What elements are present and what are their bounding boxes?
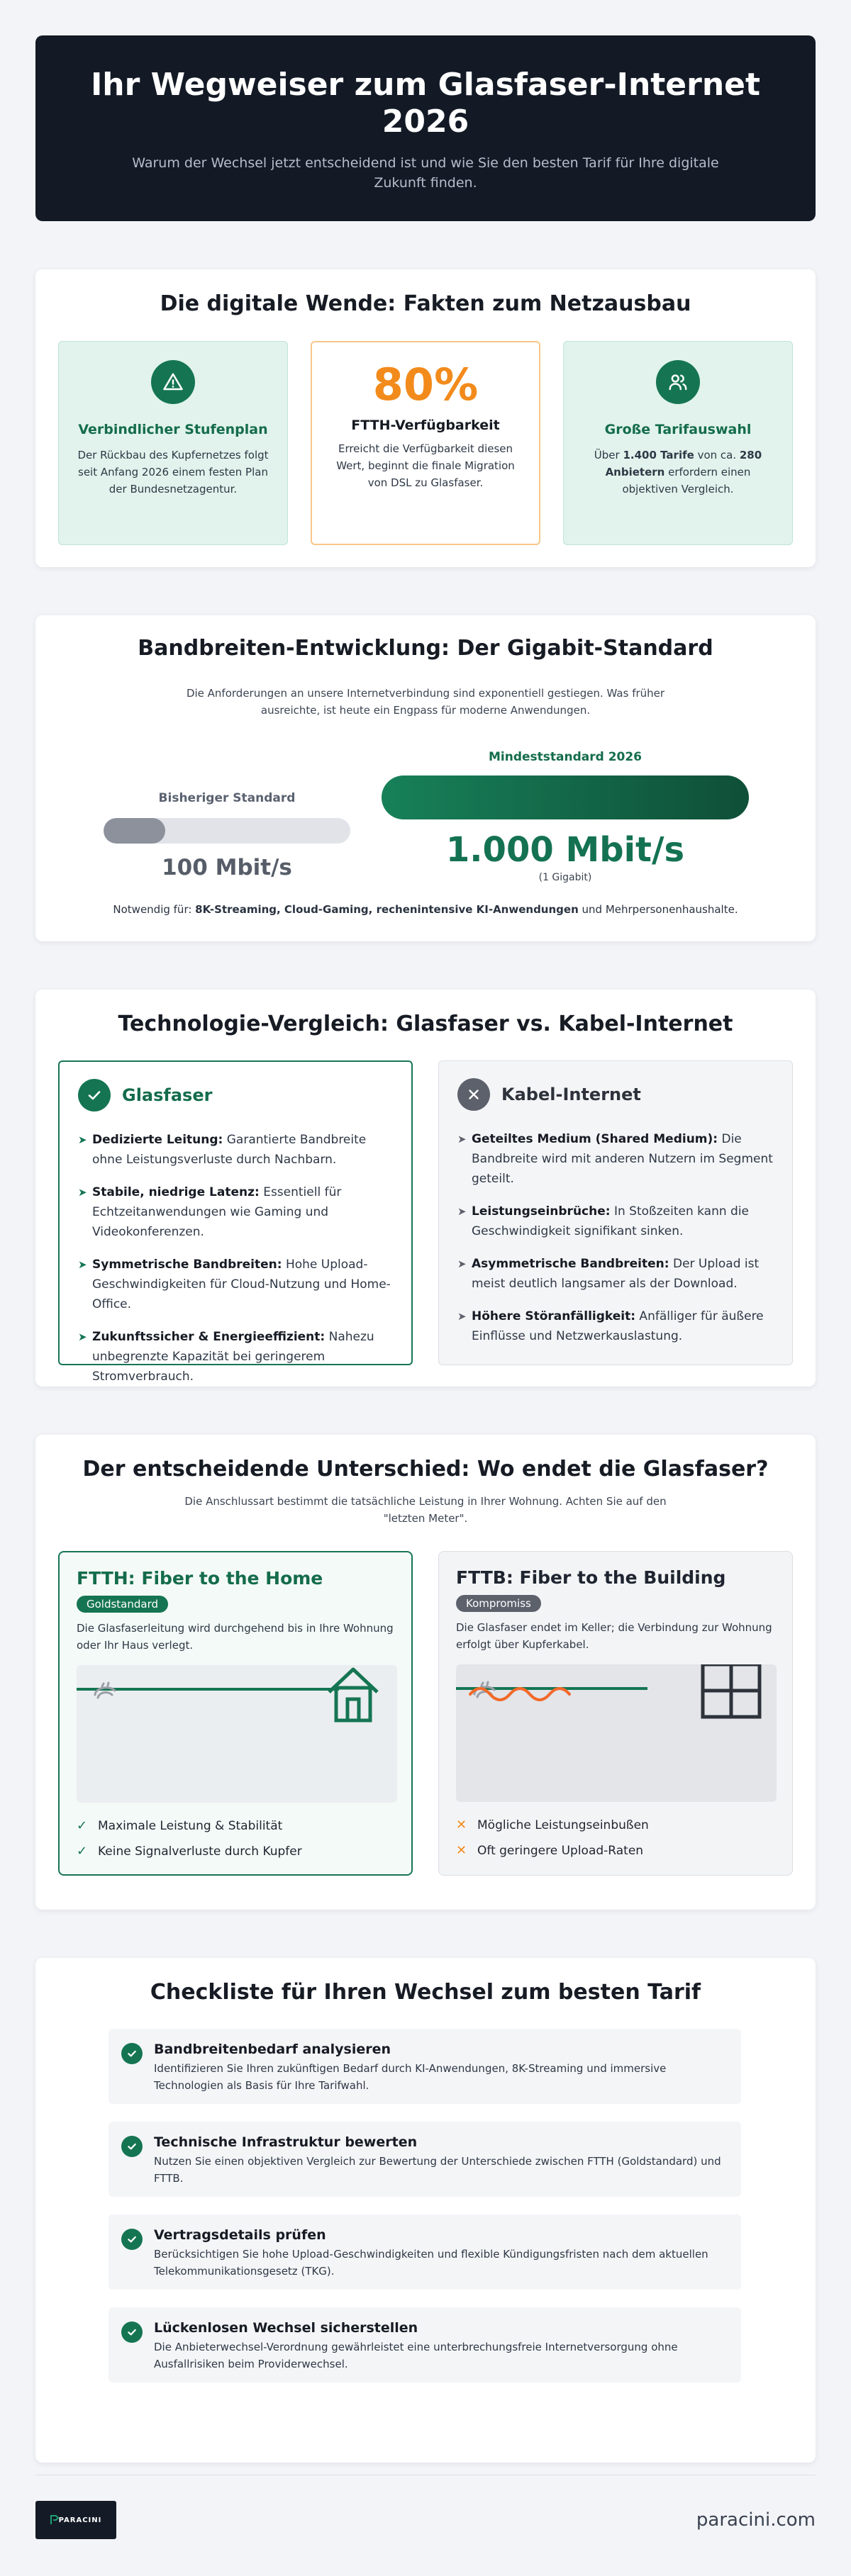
x-circle-icon bbox=[457, 1078, 490, 1111]
paracini-logo[interactable] bbox=[35, 2501, 116, 2539]
fttb-cons bbox=[456, 1816, 775, 1860]
ftth-desc: Die Glasfaserleitung wird durchgehend bis in Ihre Wohnung oder Ihr Haus verlegt. bbox=[77, 1622, 394, 1652]
page bbox=[35, 35, 816, 2370]
ftth-title: FTTH: Fiber to the Home bbox=[77, 1568, 323, 1589]
cable-column bbox=[438, 1060, 793, 1365]
list-item: ➤ Symmetrische Bandbreiten: Hohe Upload-Geschwindigkeiten für Cloud-Nutzung und Home-Office. bbox=[78, 1255, 393, 1314]
chevron-right-icon: ➤ bbox=[78, 1186, 87, 1199]
checklist-title: Checkliste für Ihren Wechsel zum besten Tarif bbox=[150, 1980, 701, 2005]
check-icon: ✓ bbox=[77, 1818, 88, 1833]
fact-text: Der Rückbau des Kupfernetzes folgt seit Anfang 2026 einem festen Plan der Bundesnetzagentur. bbox=[77, 449, 269, 495]
fact-title: FTTH-Verfügbarkeit bbox=[351, 418, 500, 433]
facts-title: Die digitale Wende: Fakten zum Netzausbau bbox=[160, 291, 691, 316]
chevron-right-icon: ➤ bbox=[78, 1258, 87, 1271]
check-circle-icon bbox=[121, 2043, 143, 2064]
cable-heading: Kabel-Internet bbox=[501, 1085, 641, 1104]
cross-icon: ✕ bbox=[456, 1843, 467, 1858]
ftth-card bbox=[58, 1551, 413, 1876]
list-item: ➤ Höhere Störanfälligkeit: Anfälliger für äußere Einflüsse und Netzwerkauslastung. bbox=[457, 1306, 774, 1346]
checklist-item-text: Identifizieren Sie Ihren zukünftigen Bedarf durch KI-Anwendungen, 8K-Streaming und immersive Technologien als Basis für Ihre Tarifwahl. bbox=[154, 2062, 667, 2092]
checklist-item-title: Lückenlosen Wechsel sicherstellen bbox=[154, 2320, 418, 2336]
checklist-item bbox=[109, 2214, 741, 2290]
new-standard-label: Mindeststandard 2026 bbox=[488, 750, 643, 764]
fact-text: Über 1.400 Tarife von ca. 280 Anbietern erfordern einen objektiven Vergleich. bbox=[594, 449, 762, 495]
list-item: ✕ Mögliche Leistungseinbußen bbox=[456, 1816, 775, 1835]
checklist-item-text: Nutzen Sie einen objektiven Vergleich zur Bewertung der Unterschiede zwischen FTTH (Goldstandard) und FTTB. bbox=[154, 2155, 721, 2185]
page-title: Ihr Wegweiser zum Glasfaser-Internet 2026 bbox=[90, 67, 761, 140]
chevron-right-icon: ➤ bbox=[78, 1331, 87, 1343]
checklist-item bbox=[109, 2307, 741, 2382]
checklist-item-title: Technische Infrastruktur bewerten bbox=[154, 2134, 418, 2150]
fact-card-ftth bbox=[311, 341, 540, 545]
fttb-illustration bbox=[456, 1664, 777, 1802]
fttb-title: FTTB: Fiber to the Building bbox=[456, 1567, 726, 1588]
list-item: ➤ Stabile, niedrige Latenz: Essentiell für Echtzeitanwendungen wie Gaming und Videokonferenzen. bbox=[78, 1182, 393, 1242]
fact-text: Erreicht die Verfügbarkeit diesen Wert, beginnt die finale Migration von DSL zu Glasfaser. bbox=[336, 442, 515, 489]
new-standard-bar bbox=[382, 775, 749, 819]
site-link[interactable]: paracini.com bbox=[696, 2509, 816, 2531]
house-icon bbox=[329, 1669, 377, 1720]
list-item: ✓ Keine Signalverluste durch Kupfer bbox=[77, 1842, 394, 1861]
chevron-right-icon: ➤ bbox=[457, 1310, 467, 1323]
checklist-item bbox=[109, 2029, 741, 2104]
fiber-column bbox=[58, 1060, 413, 1384]
chevron-right-icon: ➤ bbox=[78, 1133, 87, 1146]
list-item: ➤ Asymmetrische Bandbreiten: Der Upload ist meist deutlich langsamer als der Download. bbox=[457, 1254, 774, 1294]
ftth-diagram bbox=[77, 1665, 397, 1803]
checklist-item-text: Berücksichtigen Sie hohe Upload-Geschwindigkeiten und flexible Kündigungsfristen nach dem aktuellen Telekommunikationsgesetz (TKG). bbox=[154, 2248, 708, 2278]
fiber-list bbox=[78, 1130, 393, 1387]
check-circle-icon bbox=[78, 1079, 111, 1111]
list-item: ➤ Geteiltes Medium (Shared Medium): Die Bandbreite wird mit anderen Nutzern im Segment geteilt. bbox=[457, 1129, 774, 1189]
list-item: ➤ Zukunftssicher & Energieeffizient: Nahezu unbegrenzte Kapazität bei geringerem Stromverbrauch. bbox=[78, 1327, 393, 1387]
fttb-desc: Die Glasfaser endet im Keller; die Verbindung zur Wohnung erfolgt über Kupferkabel. bbox=[456, 1621, 772, 1651]
chevron-right-icon: ➤ bbox=[457, 1258, 467, 1270]
old-standard-value: 100 Mbit/s bbox=[162, 855, 292, 880]
old-standard bbox=[104, 791, 350, 880]
users-icon bbox=[656, 360, 700, 404]
logo-text: PARACINI bbox=[58, 2516, 102, 2524]
new-standard-value: 1.000 Mbit/s bbox=[445, 830, 685, 870]
fact-card-tarife bbox=[563, 341, 793, 545]
fttb-card bbox=[438, 1551, 793, 1876]
fiber-end-section bbox=[35, 1435, 816, 1910]
chevron-right-icon: ➤ bbox=[457, 1133, 467, 1146]
checklist-item-text: Die Anbieterwechsel-Verordnung gewährleistet eine unterbrechungsfreie Internetversorgung ohne Ausfallrisiken beim Providerwechsel. bbox=[154, 2341, 678, 2370]
checklist-section bbox=[35, 1958, 816, 2463]
facts-section bbox=[35, 269, 816, 567]
bandwidth-note: Notwendig für: 8K-Streaming, Cloud-Gaming, rechenintensive KI-Anwendungen und Mehrpersonenhaushalte. bbox=[113, 903, 738, 916]
old-standard-label: Bisheriger Standard bbox=[158, 791, 296, 805]
ftth-pros bbox=[77, 1817, 394, 1861]
page-subtitle: Warum der Wechsel jetzt entscheidend ist und wie Sie den besten Tarif für Ihre digitale Zukunft finden. bbox=[132, 155, 719, 191]
tech-title: Technologie-Vergleich: Glasfaser vs. Kabel-Internet bbox=[118, 1012, 733, 1036]
list-item: ➤ Leistungseinbrüche: In Stoßzeiten kann die Geschwindigkeit signifikant sinken. bbox=[457, 1202, 774, 1241]
ftth-badge: Goldstandard bbox=[77, 1596, 168, 1613]
check-icon: ✓ bbox=[77, 1844, 88, 1859]
list-item: ➤ Dedizierte Leitung: Garantierte Bandbreite ohne Leistungsverluste durch Nachbarn. bbox=[78, 1130, 393, 1170]
fiber-end-intro: Die Anschlussart bestimmt die tatsächliche Leistung in Ihrer Wohnung. Achten Sie auf den "letzten Meter". bbox=[184, 1495, 667, 1525]
fact-title: Große Tarifauswahl bbox=[604, 422, 752, 437]
fttb-badge: Kompromiss bbox=[456, 1595, 541, 1612]
warning-icon bbox=[151, 360, 195, 404]
logo-mark-icon bbox=[50, 2515, 59, 2525]
check-circle-icon bbox=[121, 2136, 143, 2157]
building-icon bbox=[703, 1664, 760, 1717]
list-item: ✕ Oft geringere Upload-Raten bbox=[456, 1842, 775, 1860]
ftth-illustration bbox=[77, 1665, 397, 1803]
check-circle-icon bbox=[121, 2229, 143, 2250]
fact-big-number: 80% bbox=[372, 359, 479, 410]
checklist-item bbox=[109, 2122, 741, 2197]
cross-icon: ✕ bbox=[456, 1818, 467, 1832]
check-circle-icon bbox=[121, 2322, 143, 2343]
cable-list bbox=[457, 1129, 774, 1346]
chevron-right-icon: ➤ bbox=[457, 1205, 467, 1218]
checklist-item-title: Vertragsdetails prüfen bbox=[154, 2227, 326, 2243]
fact-card-stufenplan bbox=[58, 341, 288, 545]
tech-compare-section bbox=[35, 990, 816, 1387]
fttb-diagram bbox=[456, 1664, 777, 1802]
fiber-end-title: Der entscheidende Unterschied: Wo endet die Glasfaser? bbox=[82, 1457, 769, 1482]
list-item: ✓ Maximale Leistung & Stabilität bbox=[77, 1817, 394, 1835]
fact-title: Verbindlicher Stufenplan bbox=[78, 422, 268, 437]
old-standard-bar bbox=[104, 818, 350, 844]
hero-banner bbox=[35, 35, 816, 221]
bandwidth-title: Bandbreiten-Entwicklung: Der Gigabit-Standard bbox=[138, 636, 713, 661]
new-standard-note: (1 Gigabit) bbox=[538, 872, 592, 883]
copper-wire bbox=[470, 1689, 569, 1700]
checklist-item-title: Bandbreitenbedarf analysieren bbox=[154, 2042, 391, 2057]
new-standard bbox=[382, 750, 749, 883]
bandwidth-section bbox=[35, 615, 816, 941]
bandwidth-intro: Die Anforderungen an unsere Internetverbindung sind exponentiell gestiegen. Was früher ausreichte, ist heute ein Engpass für moderne Anwendungen. bbox=[186, 687, 665, 717]
old-standard-bar-fill bbox=[104, 818, 165, 844]
fiber-heading: Glasfaser bbox=[122, 1085, 213, 1105]
